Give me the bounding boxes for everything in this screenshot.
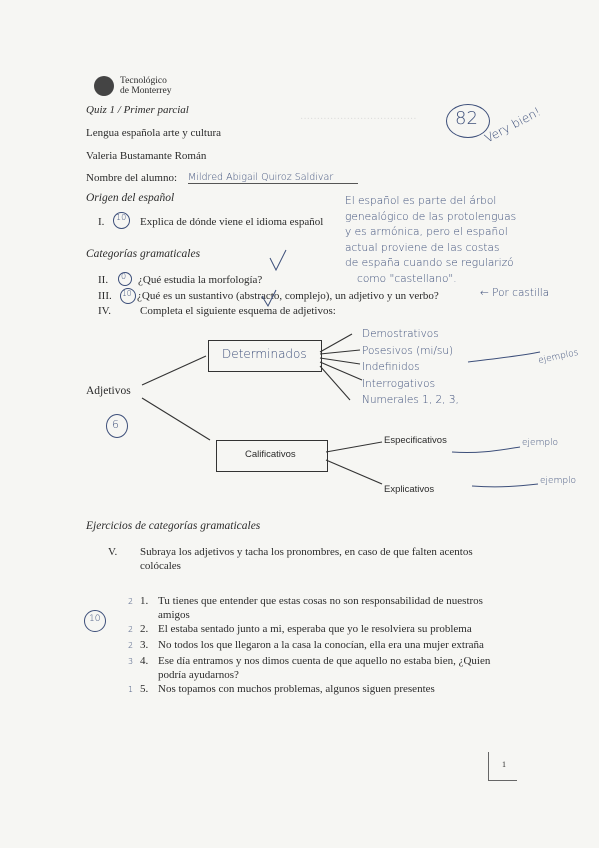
diagram-root: Adjetivos [86,385,131,397]
q3-num: III. [98,290,112,302]
item-text: Ese día entramos y nos dimos cuenta de que aquello no estaba bien, ¿Quien [158,655,491,667]
v-score: 10 [89,614,101,624]
score-note: Very bien! [482,104,543,146]
q3-text: ¿Qué es un sustantivo (abstracto, complejo), un adjetivo y un verbo? [137,290,439,302]
teacher-name: Valeria Bustamante Román [86,150,207,162]
item-text-cont: amigos [158,609,190,621]
item-text: Tu tienes que entender que estas cosas no son responsabilidad de nuestros [158,595,483,607]
item-num: 4. [140,655,149,667]
v-num: V. [108,546,118,558]
q4-score: 6 [112,418,119,431]
cal-item-explicativos: Explicativos [384,484,435,495]
q1-text: Explica de dónde viene el idioma español [140,216,324,228]
bleed-through: ··································· [300,114,417,125]
determinativos-label: Determinados [222,347,307,361]
answer-line: actual proviene de las costas [345,241,500,254]
item-num: 5. [140,683,149,695]
page-number: 1 [502,760,506,769]
answer-line: genealógico de las protolenguas [345,210,517,223]
q3-score: 10 [122,289,132,298]
v-text2: colócales [140,560,181,572]
item-num: 2. [140,623,149,635]
item-mark: 2 [128,625,134,634]
note-ejemplo-2: ejemplo [540,476,577,486]
q4-num: IV. [98,305,111,317]
answer-note: ← Por castilla [480,287,550,299]
logo-line2: de Monterrey [120,86,172,96]
item-num: 1. [140,595,149,607]
item-text: No todos los que llegaron a la casa la conocían, ella era una mujer extraña [158,639,484,651]
item-text-cont: podría ayudarnos? [158,669,239,681]
answer-line: y es armónica, pero el español [345,226,508,238]
item-text: Nos topamos con muchos problemas, algunos siguen presentes [158,683,435,695]
item-mark: 1 [128,685,134,694]
det-items [362,326,459,409]
student-name: Mildred Abigail Quiroz Saldivar [188,172,358,184]
q1-score: 10 [116,213,127,222]
v-text1: Subraya los adjetivos y tacha los pronombres, en caso de que falten acentos [140,546,473,558]
item-mark: 2 [128,597,134,606]
student-label: Nombre del alumno: [86,172,178,184]
section1-title: Origen del español [86,192,175,204]
note-ejemplos: ejemplos [537,347,580,367]
section2-title: Categorías gramaticales [86,248,201,260]
q1-num: I. [98,216,105,228]
item-num: 3. [140,639,149,651]
det-item: Interrogativos [362,377,436,390]
q2-score: 0 [121,272,127,281]
score: 82 [455,108,478,129]
det-item: Posesivos (mi/su) [362,344,454,357]
det-item: Numerales 1, 2, 3, [362,394,459,406]
det-item: Demostrativos [362,328,439,340]
cal-item-especificativos: Especificativos [384,435,447,446]
answer-line: como "castellano". [357,272,457,285]
det-item: Indefinidos [362,361,420,373]
item-mark: 3 [128,657,134,666]
answer-line: de españa cuando se regularizó [345,257,514,269]
item-mark: 2 [128,641,134,650]
quiz-title: Quiz 1 / Primer parcial [86,104,189,116]
q4-text: Completa el siguiente esquema de adjetivos: [140,305,336,317]
section3-title: Ejercicios de categorías gramaticales [86,520,261,532]
q2-text: ¿Qué estudia la morfología? [138,274,263,286]
note-ejemplo-1: ejemplo [522,438,559,448]
course-name: Lengua española arte y cultura [86,127,221,139]
logo-line1: Tecnológico [120,76,167,86]
calificativos-label: Calificativos [245,449,296,460]
q2-num: II. [98,274,109,286]
answer-line: El español es parte del árbol [345,195,497,207]
item-text: El estaba sentado junto a mi, esperaba que yo le resolviera su problema [158,623,472,635]
